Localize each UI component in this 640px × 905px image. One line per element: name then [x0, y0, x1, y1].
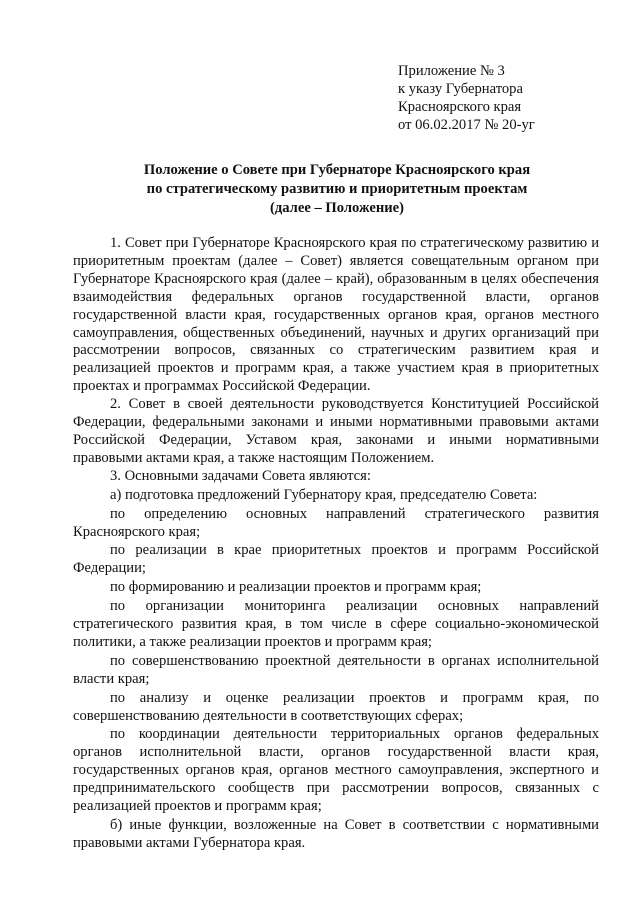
title-line-2: по стратегическому развитию и приоритетным проектам: [146, 181, 528, 197]
subitem-project-activity: по совершенствованию проектной деятельности в органах исполнительной власти края;: [73, 652, 599, 687]
paragraph-1: 1. Совет при Губернаторе Красноярского края по стратегическому развитию и приоритетным проектам (далее – Совет) является совещательным органом при Губернаторе Красноярского края (далее – край), образованным в целях обеспечения взаимодействия федеральных органов государственной власти, органов государственной власти края, государственных органов края, органов местного самоуправления, общественных объединений, научных и других организаций при рассмотрении вопросов, связанных со стратегическим развитием края и реализацией проектов и программ края, а также участием края в приоритетных проектах и программах Российской Федерации.: [73, 235, 599, 395]
subitem-priority-projects: по реализации в крае приоритетных проектов и программ Российской Федерации;: [73, 542, 599, 577]
paragraph-2: 2. Совет в своей деятельности руководствуется Конституцией Российской Федерации, федеральными законами и иными нормативными правовыми актами Российской Федерации, Уставом края, законами и иными нормативными правовыми актами края, а также настоящим Положением.: [73, 396, 599, 466]
appendix-region: Красноярского края: [398, 99, 522, 115]
document-body: [73, 235, 599, 853]
subitem-project-formation: по формированию и реализации проектов и программ края;: [110, 579, 482, 596]
item-b: б) иные функции, возложенные на Совет в соответствии с нормативными правовыми актами Губернатора края.: [73, 817, 599, 851]
document-title: [40, 161, 634, 218]
appendix-decree-ref: к указу Губернатора: [398, 81, 523, 97]
title-line-3: (далее – Положение): [269, 200, 404, 216]
appendix-number: Приложение № 3: [398, 63, 505, 79]
paragraph-3: 3. Основными задачами Совета являются:: [110, 467, 371, 484]
subitem-strategic-directions: по определению основных направлений стратегического развития Красноярского края;: [73, 505, 599, 540]
subitem-analysis: по анализу и оценке реализации проектов и программ края, по совершенствованию деятельности в соответствующих сферах;: [73, 689, 599, 724]
subitem-monitoring: по организации мониторинга реализации основных направлений стратегического развития края, в том числе в сфере социально-экономической политики, а также реализации проектов и программ края;: [73, 598, 599, 650]
title-line-1: Положение о Совете при Губернаторе Красноярского края: [143, 162, 531, 178]
appendix-header: [398, 62, 535, 134]
item-a: а) подготовка предложений Губернатору края, председателю Совета:: [110, 486, 538, 503]
appendix-date-number: от 06.02.2017 № 20-уг: [398, 117, 535, 133]
subitem-coordination: по координации деятельности территориальных органов федеральных органов исполнительной власти, органов государственной власти края, государственных органов края, органов местного самоуправления, экспертного и предпринимательского сообществ при рассмотрении вопросов, связанных с реализацией проектов и программ края;: [73, 726, 599, 815]
